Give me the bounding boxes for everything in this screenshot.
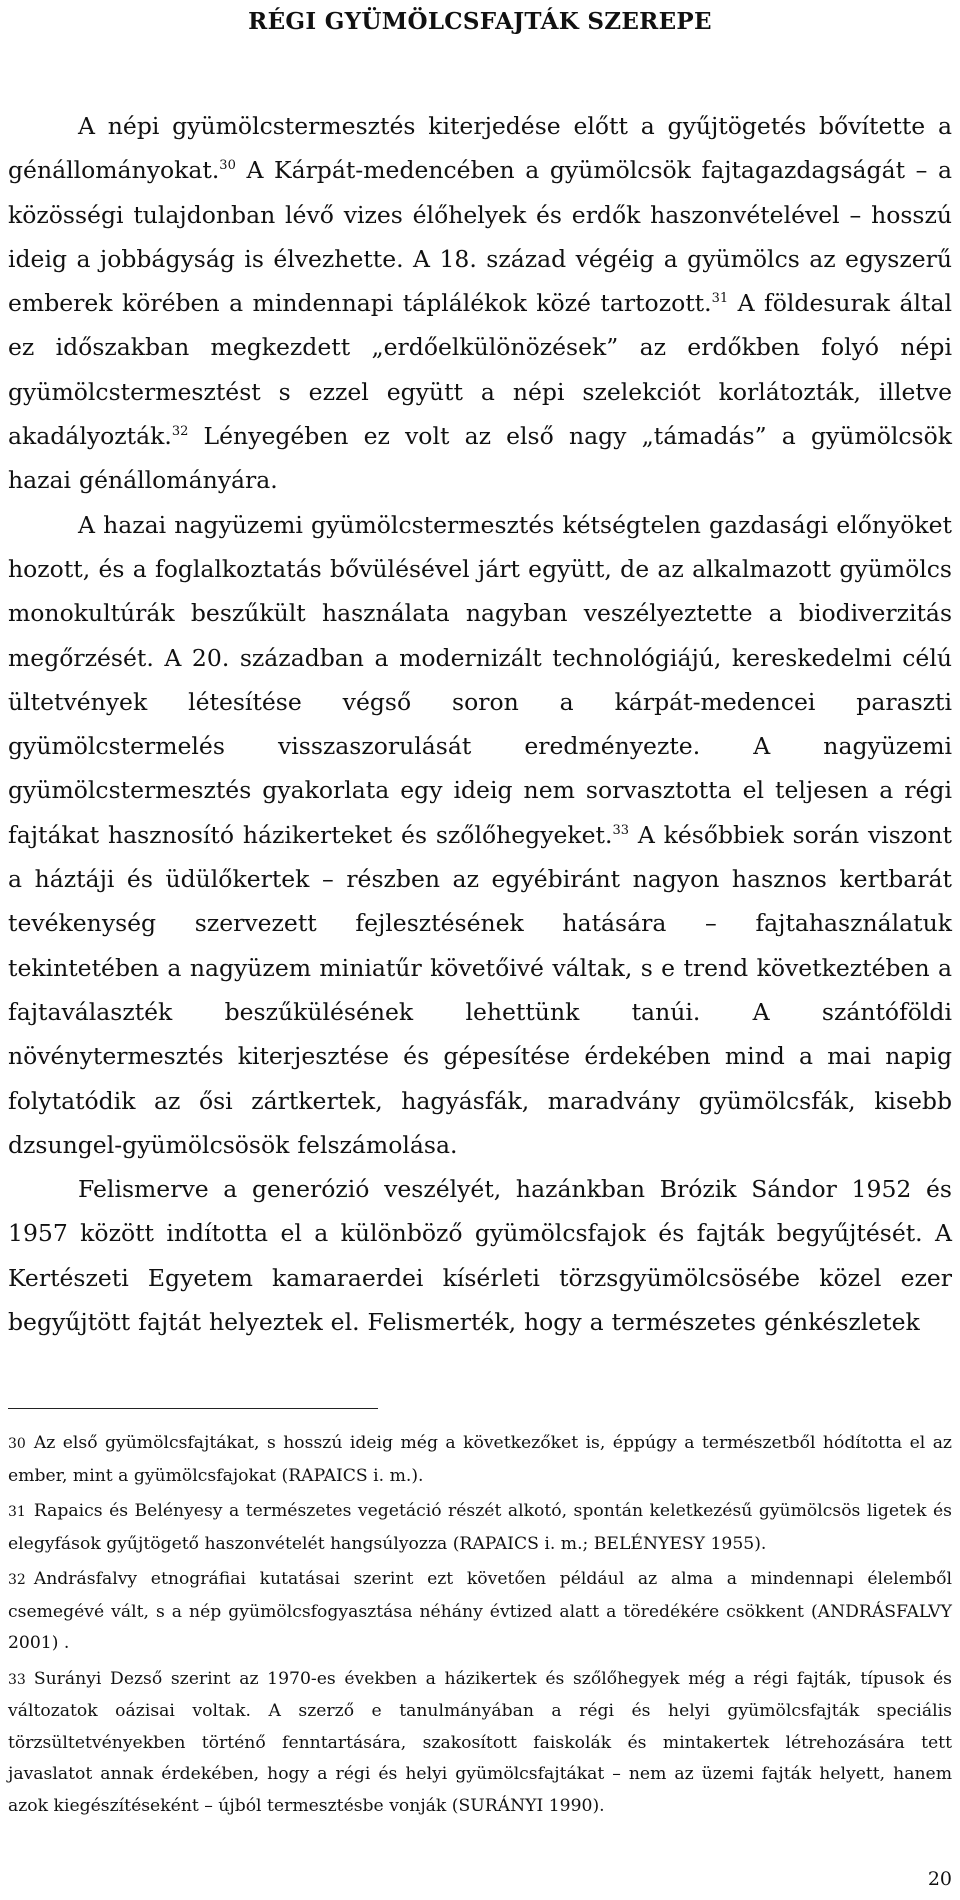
footnote-divider [8,1408,378,1409]
footnote-text: Andrásfalvy etnográfiai kutatásai szerint ezt követően például az alma a mindennapi élelemből csemegévé vált, s a nép gyümölcsfogyasztása néhány évtized alatt a töredékére csökkent (ANDRÁSFALVY 2001) . [8,1569,952,1653]
paragraph-3-text-a: Felismerve a generózió veszélyét, hazánkban Brózik Sándor 1952 és 1957 között indította el a különböző gyümölcsfajok és fajták begyűjtését. A Kertészeti Egyetem kamaraerdei kísérleti törzsgyümölcsösébe közel ezer begyűjtött fajtát helyeztek el. Felismerték, hogy a természetes génkészletek [8,1175,952,1337]
footnote-ref-31[interactable]: 31 [711,291,729,307]
footnote-number: 30 [8,1436,26,1452]
footnote-text: Rapaics és Belényesy a természetes vegetáció részét alkotó, spontán keletkezésű gyümölcsös ligetek és elegyfások gyűjtögető haszonvételét hangsúlyozza (RAPAICS i. m.; BELÉNYESY 1955). [8,1501,952,1554]
footnote-number: 31 [8,1504,26,1520]
paragraph-2-text-b: A későbbiek során viszont a háztáji és üdülőkertek – részben az egyébiránt nagyon hasznos kertbarát tevékenység szervezett fejlesztésének hatására – fajtahasználatuk tekintetében a nagyüzem miniatűr követőivé váltak, s e trend következtében a fajtaválaszték beszűkülésének lehettünk tanúi. A szántóföldi növénytermesztés kiterjesztése és gépesítése érdekében mind a mai napig folytatódik az ősi zártkertek, hagyásfák, maradvány gyümölcsfák, kisebb dzsungel-gyümölcsösök felszámolása. [8,820,952,1159]
footnote-number: 32 [8,1572,26,1588]
footnote-31 [8,1496,952,1560]
footnotes [8,1428,952,1826]
footnote-30 [8,1428,952,1492]
document-page [8,0,952,1900]
footnote-32 [8,1564,952,1660]
footnote-ref-33[interactable]: 33 [612,822,629,838]
page-number: 20 [927,1868,952,1890]
footnote-ref-32[interactable]: 32 [171,424,189,440]
footnote-number: 33 [8,1671,26,1688]
paragraph-3 [8,1167,952,1344]
paragraph-1 [8,104,952,503]
footnote-33 [8,1664,952,1823]
paragraph-2-text-a: A hazai nagyüzemi gyümölcstermesztés kétségtelen gazdasági előnyöket hozott, és a foglalkoztatás bővülésével járt együtt, de az alkalmazott gyümölcs monokultúrák beszűkült használata nagyban veszélyeztette a biodiverzitás megőrzését. A 20. században a modernizált technológiájú, kereskedelmi célú ültetvények létesítése végső soron a kárpát-medencei paraszti gyümölcstermelés visszaszorulását eredményezte. A nagyüzemi gyümölcstermesztés gyakorlata egy ideig nem sorvasztotta el teljesen a régi fajtákat hasznosító házikerteket és szőlőhegyeket. [8,510,952,849]
footnote-ref-30[interactable]: 30 [219,158,236,174]
paragraph-1-text-a: A népi gyümölcstermesztés kiterjedése előtt a gyűjtögetés bővítette a génállományokat. [8,112,952,185]
paragraph-2 [8,503,952,1167]
footnote-text: Surányi Dezső szerint az 1970-es években a házikertek és szőlőhegyek még a régi fajták, típusok és változatok oázisai voltak. A szerző e tanulmányában a régi és helyi gyümölcsfajták speciális törzsültetvényekben történő fenntartására, szakosított faiskolák és mintakertek létrehozására tett javaslatot annak érdekében, hogy a régi és helyi gyümölcsfajtákat – nem az üzemi fajták helyett, hanem azok kiegészítéseként – újból termesztésbe vonják (SURÁNYI 1990). [8,1668,952,1816]
footnote-text: Az első gyümölcsfajtákat, s hosszú ideig még a következőket is, éppúgy a természetből hódította el az ember, mint a gyümölcsfajokat (RAPAICS i. m.). [8,1433,952,1486]
body-text [8,104,952,1344]
page-title: RÉGI GYÜMÖLCSFAJTÁK SZEREPE [248,8,712,35]
paragraph-1-text-d: Lényegében ez volt az első nagy „támadás” a gyümölcsök hazai génállományára. [8,422,952,495]
paragraph-1-text-b: A Kárpát-medencében a gyümölcsök fajtagazdagságát – a közösségi tulajdonban lévő vizes élőhelyek és erdők haszonvételével – hosszú ideig a jobbágyság is élvezhette. A 18. század végéig a gyümölcs az egyszerű emberek körében a mindennapi táplálékok közé tartozott. [8,156,952,318]
paragraph-1-text-c: A földesurak által ez időszakban megkezdett „erdőelkülönözések” az erdőkben folyó népi gyümölcstermesztést s ezzel együtt a népi szelekciót korlátozták, illetve akadályozták. [8,289,952,451]
